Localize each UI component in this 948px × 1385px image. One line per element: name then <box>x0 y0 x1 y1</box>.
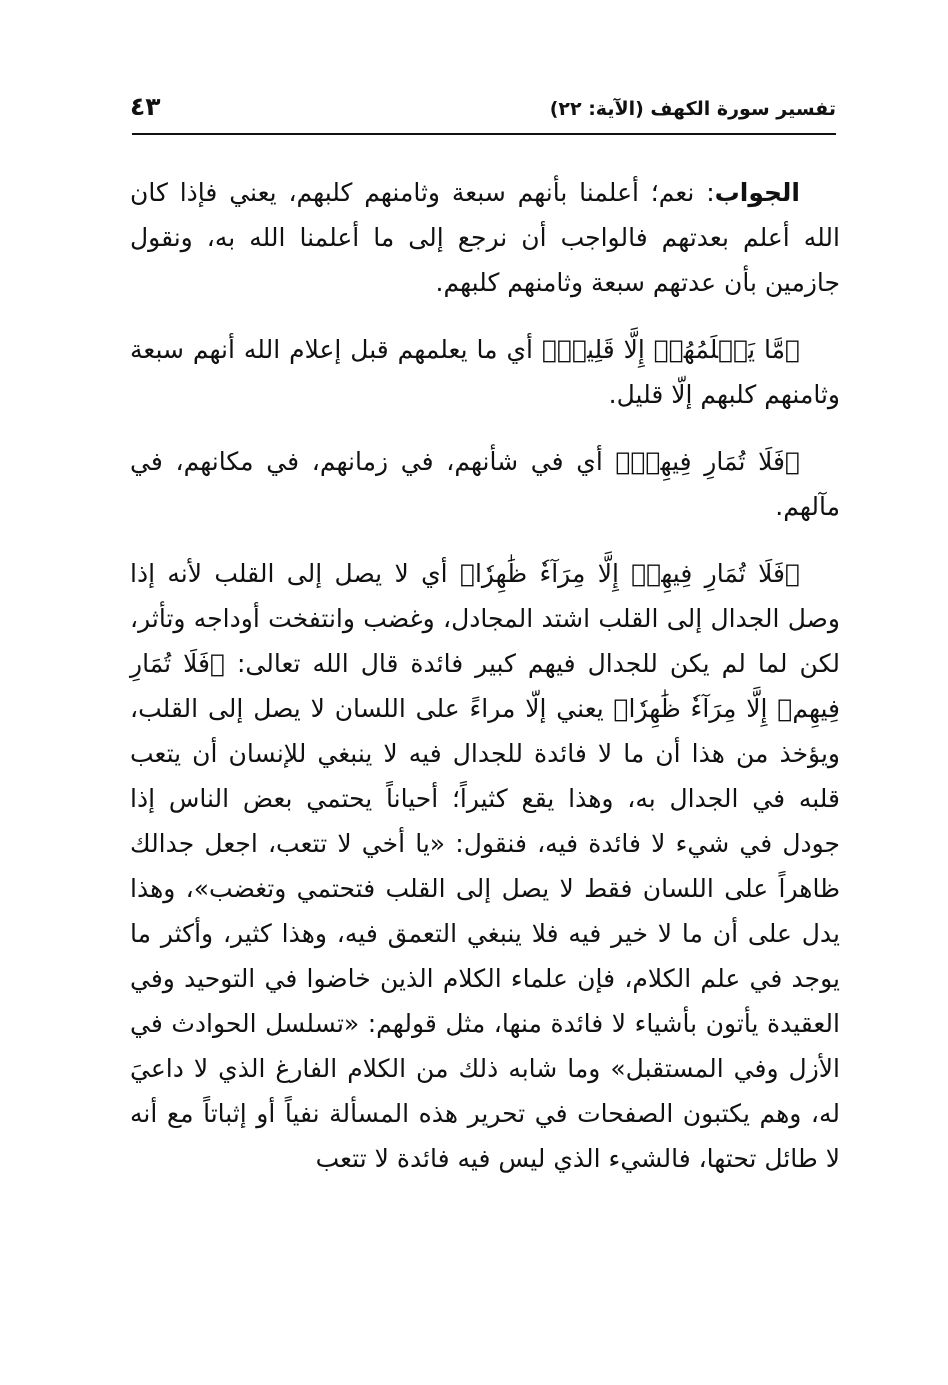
paragraph-few-know <box>130 327 840 417</box>
answer-lead: الجواب <box>714 178 800 207</box>
paragraph-answer <box>130 170 840 305</box>
quran-quote: ﴿فَلَا تُمَارِ فِيهِمۡ إِلَّا مِرَآءٗ ظَٰهِرٗا﴾ <box>459 559 800 588</box>
running-header <box>130 92 836 126</box>
quran-quote: ﴿مَّا يَعۡلَمُهُمۡ إِلَّا قَلِيلٞ﴾ <box>541 335 800 364</box>
paragraph-do-not-dispute <box>130 439 840 529</box>
page-number: ٤٣ <box>130 92 161 121</box>
paragraph-outward-dispute <box>130 551 840 1181</box>
paragraph-text: أي في شأنهم، في زمانهم، في مكانهم، في مآلهم. <box>130 447 840 521</box>
header-divider <box>132 133 836 135</box>
paragraph-text: : نعم؛ أعلمنا بأنهم سبعة وثامنهم كلبهم، يعني فإذا كان الله أعلم بعدتهم فالواجب أن نرجع إلى ما أعلمنا الله به، ونقول جازمين بأن عدتهم سبعة وثامنهم كلبهم. <box>130 178 840 297</box>
body-text <box>130 170 840 1181</box>
paragraph-text: أي لا يصل إلى القلب لأنه إذا وصل الجدال إلى القلب اشتد المجادل، وغضب وانتفخت أوداجه وتأثر، لكن لما لم يكن للجدال فيهم كبير فائدة قال الله تعالى: ﴿فَلَا تُمَارِ فِيهِمۡ إِلَّا مِرَآءٗ ظَٰهِرٗا﴾ يعني إلّا مراءً على اللسان لا يصل إلى القلب، ويؤخذ من هذا أن ما لا فائدة للجدال فيه لا ينبغي للإنسان أن يتعب قلبه في الجدال به، وهذا يقع كثيراً؛ أحياناً يحتمي بعض الناس إذا جودل في شيء لا فائدة فيه، فنقول: «يا أخي لا تتعب، اجعل جدالك ظاهراً على اللسان فقط لا يصل إلى القلب فتحتمي وتغضب»، وهذا يدل على أن ما لا خير فيه فلا ينبغي التعمق فيه، وهذا كثير، وأكثر ما يوجد في علم الكلام، فإن علماء الكلام الذين خاضوا في التوحيد وفي العقيدة يأتون بأشياء لا فائدة منها، مثل قولهم: «تسلسل الحوادث في الأزل وفي المستقبل» وما شابه ذلك من الكلام الفارغ الذي لا داعيَ له، وهم يكتبون الصفحات في تحرير هذه المسألة نفياً أو إثباتاً مع أنه لا طائل تحتها، فالشيء الذي ليس فيه فائدة لا تتعب <box>130 559 840 1173</box>
header-title: تفسير سورة الكهف (الآية: ٢٢) <box>549 98 836 120</box>
paragraph-text: أي ما يعلمهم قبل إعلام الله أنهم سبعة وثامنهم كلبهم إلّا قليل. <box>130 335 840 409</box>
quran-quote: ﴿فَلَا تُمَارِ فِيهِمۡ﴾ <box>615 447 801 476</box>
